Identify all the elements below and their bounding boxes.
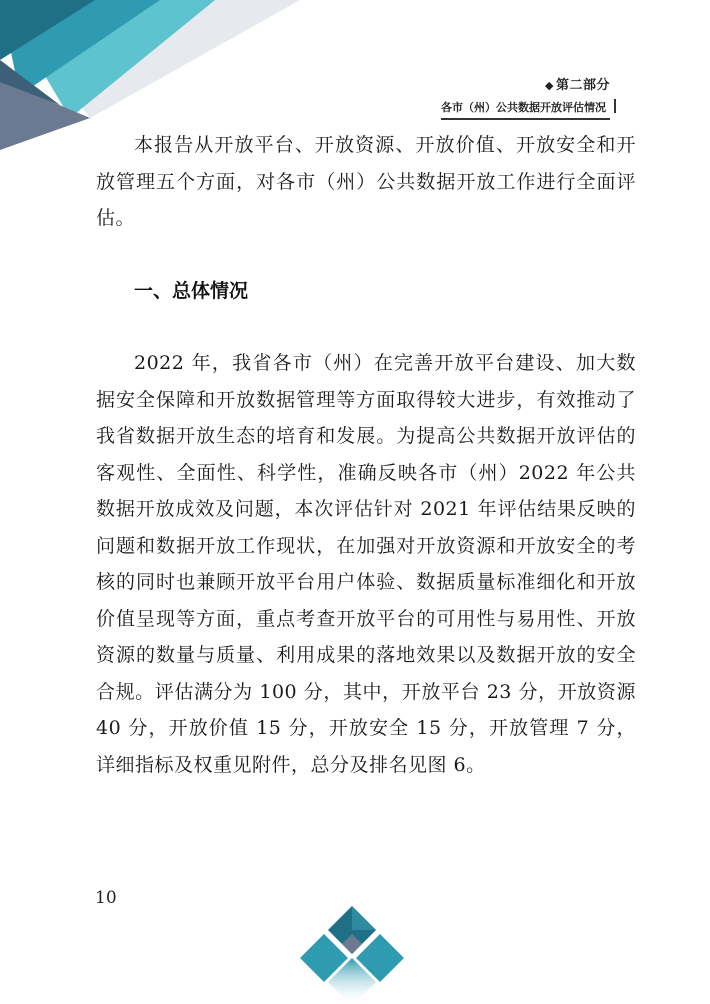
running-header bbox=[441, 74, 610, 120]
diamond-icon: ◆ bbox=[545, 79, 554, 92]
part-label: ◆ 第二部分 bbox=[545, 78, 610, 93]
page-number: 10 bbox=[95, 888, 117, 908]
overall-paragraph: 2022 年，我省各市（州）在完善开放平台建设、加大数据安全保障和开放数据管理等方面取得较大进步，有效推动了我省数据开放生态的培育和发展。为提高公共数据开放评估的客观性、全面性、科学性，准确反映各市（州）2022 年公共数据开放成效及问题，本次评估针对 2021 年评估结果反映的问题和数据开放工作现状，在加强对开放资源和开放安全的考核的同时也兼顾开放平台用户体验、数据质量标准细化和开放价值呈现等方面，重点考查开放平台的可用性与易用性、开放资源的数量与质量、利用成果的落地效果以及数据开放的安全合规。评估满分为 100 分，其中，开放平台 23 分，开放资源 40 分，开放价值 15 分，开放安全 15 分，开放管理 7 分，详细指标及权重见附件，总分及排名见图 6。 bbox=[96, 352, 636, 776]
header-section-title: 各市（州）公共数据开放评估情况 bbox=[441, 97, 610, 120]
section-heading: 一、总体情况 bbox=[134, 280, 249, 302]
diamond-logo-icon bbox=[292, 900, 412, 1004]
intro-paragraph: 本报告从开放平台、开放资源、开放价值、开放安全和开放管理五个方面，对各市（州）公共数据开放工作进行全面评估。 bbox=[96, 134, 636, 229]
